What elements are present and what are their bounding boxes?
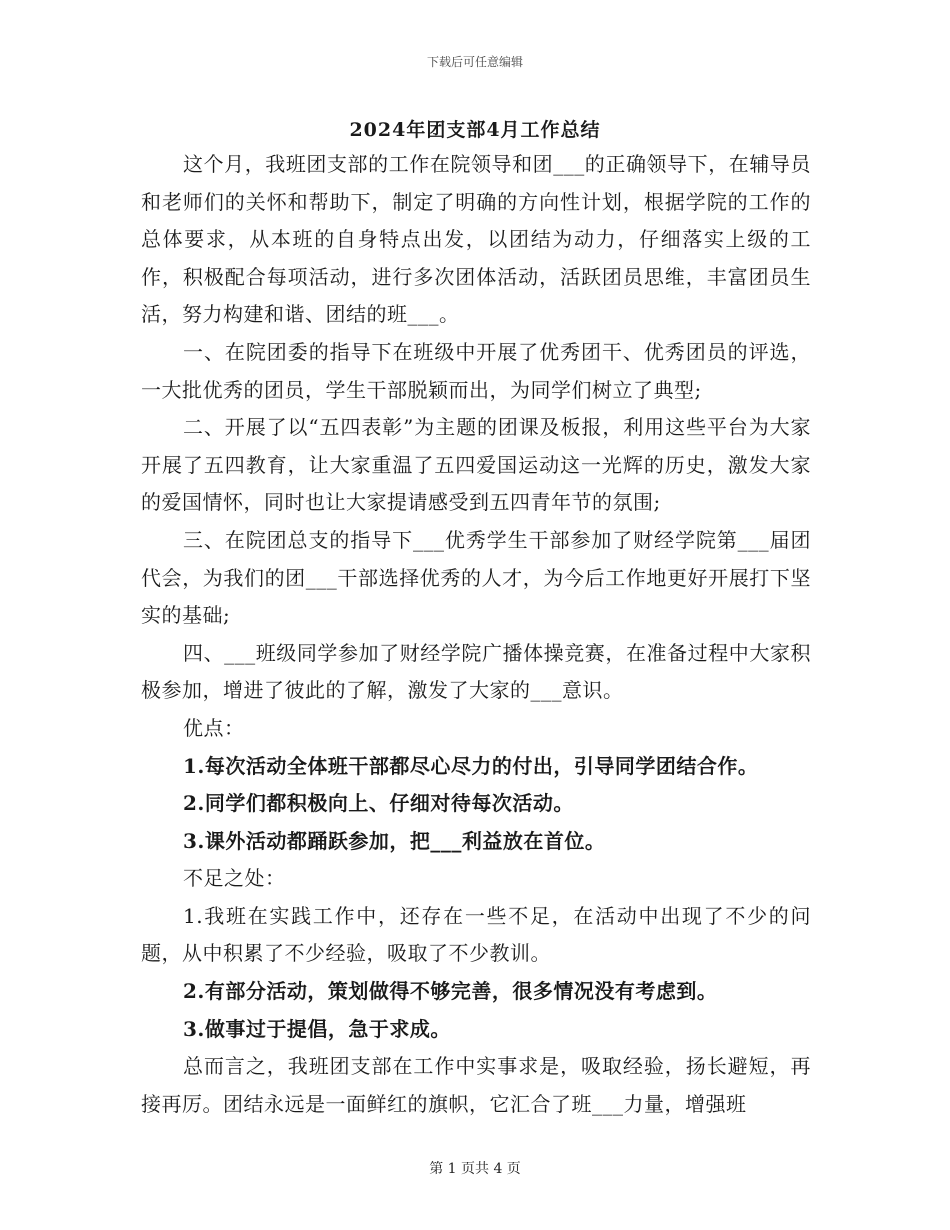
- document-title: 2024年团支部4月工作总结: [349, 119, 601, 141]
- strength-item-3: 3.课外活动都踊跃参加，把___利益放在首位。: [183, 828, 606, 853]
- page-number: 第 1 页共 4 页: [429, 1161, 521, 1177]
- strength-item-2: 2.同学们都积极向上、仔细对待每次活动。: [183, 791, 574, 816]
- strengths-heading: 优点：: [183, 715, 245, 740]
- document-body: [141, 146, 811, 1123]
- weakness-item-3: 3.做事过于提倡，急于求成。: [183, 1016, 451, 1041]
- item-two-paragraph: 二、开展了以“五四表彰”为主题的团课及板报，利用这些平台为大家开展了五四教育，让大家重温了五四爱国运动这一光辉的历史，激发大家的爱国情怀，同时也让大家提请感受到五四青年节的氛围;: [141, 415, 811, 515]
- item-three-paragraph: 三、在院团总支的指导下___优秀学生干部参加了财经学院第___届团代会，为我们的团___干部选择优秀的人才，为今后工作地更好开展打下坚实的基础;: [141, 527, 811, 628]
- item-four-paragraph: 四、___班级同学参加了财经学院广播体操竞赛，在准备过程中大家积极参加，增进了彼此的了解，激发了大家的___意识。: [141, 640, 811, 703]
- conclusion-paragraph: 总而言之，我班团支部在工作中实事求是，吸取经验，扬长避短，再接再厉。团结永远是一面鲜红的旗帜，它汇合了班___力量，增强班: [141, 1054, 811, 1116]
- item-one-paragraph: 一、在院团委的指导下在班级中开展了优秀团干、优秀团员的评选，一大批优秀的团员，学生干部脱颖而出，为同学们树立了典型;: [141, 339, 811, 402]
- weakness-item-1: 1.我班在实践工作中，还存在一些不足，在活动中出现了不少的问题，从中积累了不少经验，吸取了不少教训。: [141, 903, 811, 966]
- page-header: 下载后可任意编辑: [426, 55, 523, 69]
- weakness-item-2: 2.有部分活动，策划做得不够完善，很多情况没有考虑到。: [183, 979, 718, 1004]
- weaknesses-heading: 不足之处：: [183, 866, 286, 891]
- strength-item-1: 1.每次活动全体班干部都尽心尽力的付出，引导同学团结合作。: [183, 753, 759, 778]
- intro-paragraph: 这个月，我班团支部的工作在院领导和团___的正确领导下，在辅导员和老师们的关怀和帮助下，制定了明确的方向性计划，根据学院的工作的总体要求，从本班的自身特点出发，以团结为动力，仔细落实上级的工作，积极配合每项活动，进行多次团体活动，活跃团员思维，丰富团员生活，努力构建和谐、团结的班___。: [141, 152, 811, 327]
